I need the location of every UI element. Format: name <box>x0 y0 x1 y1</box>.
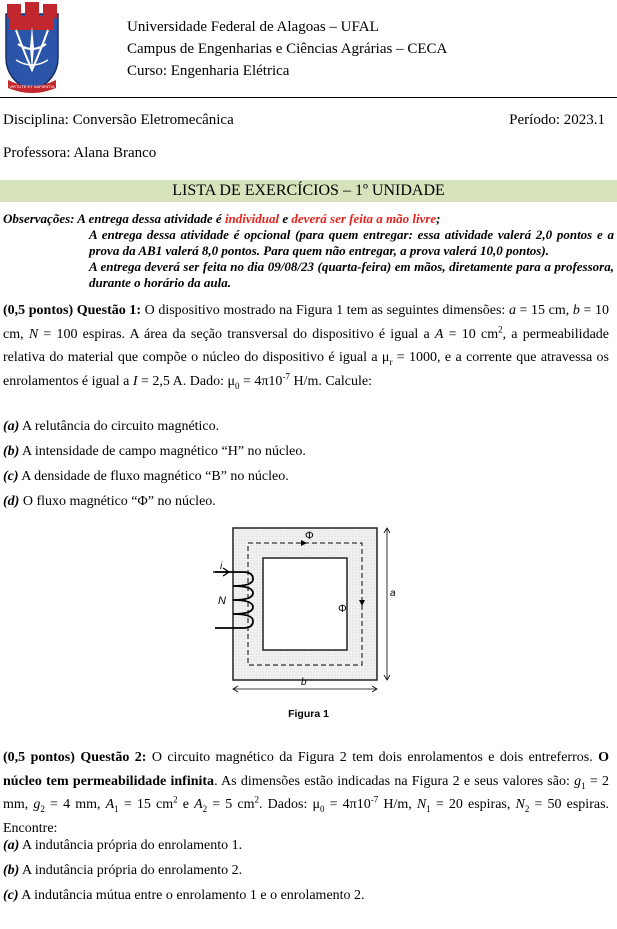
turns-label: N <box>218 595 226 607</box>
q1-item-b <box>3 440 306 464</box>
figure-1-diagram <box>205 524 420 704</box>
observations-line-2: A entrega dessa atividade é opcional (para quem entregar: essa atividade valerá 2,0 pontos e a prova da AB1 valerá 8,0 pontos. Para quem não entregar, a prova valerá 10,0 pontos). <box>89 227 614 258</box>
item-text: A relutância do circuito magnético. <box>19 419 220 434</box>
core <box>233 528 377 680</box>
course-name: Curso: Engenharia Elétrica <box>127 63 290 79</box>
obs-text: e <box>279 211 292 226</box>
q1-text: , a permeabilidade relativa do material que compõe o núcleo do dispositivo é igual a μ <box>3 326 609 365</box>
q1-text: = 10 cm <box>443 326 499 342</box>
item-text: A intensidade de campo magnético “H” no núcleo. <box>19 444 306 459</box>
question-1: (0,5 pontos) Questão 1: O dispositivo mostrado na Figura 1 tem as seguintes dimensões: a = 15 cm, b = 10 cm, N = 100 espiras. A área da seção transversal do dispositivo é igual a A = 10 $cm^2$, a permeabilidade relativa do material que compõe o núcleo do dispositivo é igual a $\mu_r = 1000$, e a corrente que atravessa os enrolamentos é igual a I = 2,5 A. Dado: $\mu_0 = 4\pi 10^{-7}$ H/m. Calcule: <box>3 303 610 391</box>
period: Período: 2023.1 <box>509 112 605 128</box>
item-label: (c) <box>3 469 19 484</box>
dim-b-label: b <box>301 677 307 688</box>
q1-text: = 100 espiras. A área da seção transversal do dispositivo é igual a <box>38 326 435 342</box>
item-text: A indutância mútua entre o enrolamento 1 e o enrolamento 2. <box>18 888 365 903</box>
obs-text: ; <box>436 211 441 226</box>
q1-heading: (0,5 pontos) Questão 1: <box>3 303 142 318</box>
item-text: A indutância própria do enrolamento 1. <box>19 838 243 853</box>
q2-text: . As dimensões estão indicadas na Figura 2 e seus valores são: <box>214 773 575 789</box>
q1-text: = 1000, e a corrente que atravessa os enrolamentos é igual a <box>3 350 609 389</box>
item-label: (b) <box>3 863 20 878</box>
ufal-logo <box>2 0 62 96</box>
q1-text: O dispositivo mostrado na Figura 1 tem as seguintes dimensões: <box>141 303 509 318</box>
q1-text: = 10 cm, <box>3 303 610 342</box>
obs-text: A entrega dessa atividade é <box>74 211 225 226</box>
discipline: Disciplina: Conversão Eletromecânica <box>3 112 234 128</box>
q2-text: = 4 mm, <box>44 797 106 812</box>
q2-text: . Dados: μ <box>259 797 320 812</box>
q1-text: H/m. Calcule: <box>289 373 372 389</box>
q2-item-c <box>3 884 365 908</box>
university-name: Universidade Federal de Alagoas – UFAL <box>127 19 379 35</box>
q2-text: = 4π10 <box>324 797 371 812</box>
current-label: i <box>220 561 223 572</box>
q2-text: O circuito magnético da Figura 2 tem dois enrolamentos e dois entreferros. <box>146 750 599 765</box>
q2-text: = 20 espiras, <box>430 797 516 812</box>
observations-label: Observações: <box>3 211 75 226</box>
teacher: Professora: Alana Branco <box>3 145 157 161</box>
q2-text: = 2 mm, <box>3 773 609 812</box>
item-label: (c) <box>3 888 19 903</box>
q2-text: = 5 cm <box>207 797 255 812</box>
header-divider <box>0 97 617 98</box>
q2-heading: (0,5 pontos) Questão 2: <box>3 750 147 765</box>
q2-bold-note: O núcleo tem permeabilidade infinita <box>3 750 609 789</box>
q1-text: = 2,5 A. Dado: μ <box>137 373 235 389</box>
q1-text: = 4π10 <box>239 373 283 389</box>
logo-ribbon-text: VIRTUTE ET SAPIENTIA <box>9 84 55 89</box>
obs-individual: individual <box>224 211 280 226</box>
item-label: (a) <box>3 419 20 434</box>
item-label: (b) <box>3 444 20 459</box>
q1-item-c <box>3 465 289 489</box>
observations-line-1 <box>3 211 613 227</box>
question-2: (0,5 pontos) Questão 2: O circuito magnético da Figura 2 tem dois enrolamentos e dois entreferros. O núcleo tem permeabilidade infinita. As dimensões estão indicadas na Figura 2 e seus valores são: $g_1 = 2$ mm, $g_2 = 4$ mm, $A_1 = 15$ $cm^2$ e $A_2 = 5$ $cm^2$. Dados: $\mu_0 = 4\pi 10^{-7}$ H/m, $N_1 = 20$ espiras, $N_2 = 50$ espiras. Encontre: <box>3 750 610 836</box>
item-label: (d) <box>3 494 20 509</box>
q2-text: e <box>177 797 195 812</box>
q2-text: = 15 cm <box>118 797 174 812</box>
q2-text: = 50 espiras. Encontre: <box>3 797 610 836</box>
campus-name: Campus de Engenharias e Ciências Agrárias – CECA <box>127 41 448 57</box>
item-text: A indutância própria do enrolamento 2. <box>19 863 243 878</box>
item-text: O fluxo magnético “Φ” no núcleo. <box>19 494 216 509</box>
dim-a-label: a <box>390 588 396 599</box>
obs-handwritten: deverá ser feita a mão livre <box>291 211 437 226</box>
q1-item-a <box>3 415 219 439</box>
q1-text: = 15 cm, <box>515 303 573 318</box>
q1-item-d <box>3 490 216 514</box>
phi-top-label: Φ <box>305 530 314 542</box>
observations-line-3: A entrega deverá ser feita no dia 09/08/23 (quarta-feira) em mãos, diretamente para a professora, durante o horário da aula. <box>89 259 614 290</box>
phi-right-label: Φ <box>338 603 347 615</box>
figure-1-caption: Figura 1 <box>288 708 329 720</box>
item-label: (a) <box>3 838 20 853</box>
item-text: A densidade de fluxo magnético “B” no núcleo. <box>18 469 289 484</box>
exercise-list-title: LISTA DE EXERCÍCIOS – 1º UNIDADE <box>0 180 617 202</box>
q2-item-b <box>3 859 242 883</box>
q2-item-a <box>3 834 242 858</box>
q2-text: H/m, <box>378 797 417 812</box>
